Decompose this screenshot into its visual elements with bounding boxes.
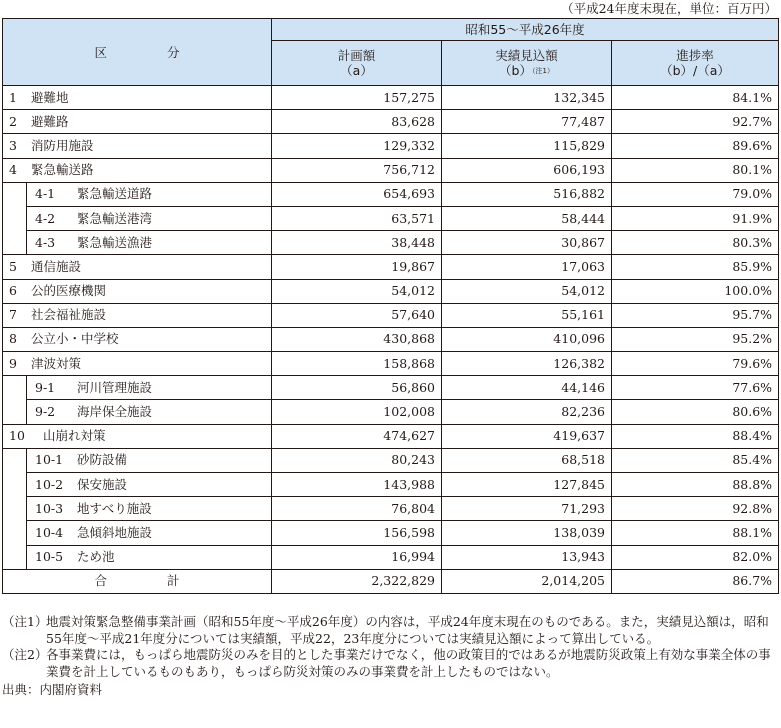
progress-rate-cell: 82.0% [612, 545, 779, 569]
plan-amount-cell: 63,571 [272, 206, 442, 230]
row-label: 緊急輸送漁港 [77, 234, 153, 250]
row-number: 6 [9, 283, 17, 299]
actual-amount-cell: 17,063 [442, 255, 612, 279]
header-plan-amount [272, 41, 442, 86]
table-row [3, 400, 779, 424]
actual-amount-cell: 132,345 [442, 86, 612, 110]
header-progress-rate-label: 進捗率 [676, 48, 714, 63]
plan-amount-cell: 102,008 [272, 400, 442, 424]
header-kubun-1: 区 [94, 44, 107, 60]
row-number: 4-2 [35, 210, 56, 226]
source-note: 出典：内閣府資料 [2, 682, 103, 697]
row-label: 河川管理施設 [77, 379, 153, 395]
row-label: 急傾斜地施設 [77, 524, 153, 540]
row-label: 避難地 [31, 89, 69, 105]
row-number: 9-1 [35, 379, 56, 395]
actual-amount-cell: 516,882 [442, 182, 612, 206]
actual-amount-cell: 115,829 [442, 134, 612, 158]
total-progress-rate: 86.7% [612, 569, 779, 593]
total-label-1: 合 [94, 573, 107, 589]
header-plan-amount-label: 計画額 [337, 48, 376, 63]
row-label: 保安施設 [77, 476, 128, 492]
actual-amount-cell: 82,236 [442, 400, 612, 424]
progress-rate-cell: 88.1% [612, 521, 779, 545]
plan-amount-cell: 56,860 [272, 376, 442, 400]
progress-rate-cell: 89.6% [612, 134, 779, 158]
row-number: 10-4 [35, 524, 64, 540]
header-period: 昭和55～平成26年度 [272, 19, 779, 41]
plan-amount-cell: 38,448 [272, 231, 442, 255]
header-progress-rate-sub: （b）/（a） [660, 63, 730, 78]
header-actual-amount [442, 41, 612, 86]
row-label: 海岸保全施設 [77, 404, 153, 420]
row-number: 9-2 [35, 404, 56, 420]
plan-amount-cell: 157,275 [272, 86, 442, 110]
progress-rate-cell: 80.6% [612, 400, 779, 424]
total-actual-amount: 2,014,205 [442, 569, 612, 593]
actual-amount-cell: 68,518 [442, 448, 612, 472]
row-number: 2 [9, 113, 17, 129]
table-row [3, 110, 779, 134]
row-number: 10 [9, 428, 25, 444]
row-label: 避難路 [31, 113, 69, 129]
progress-rate-cell: 77.6% [612, 376, 779, 400]
plan-amount-cell: 158,868 [272, 352, 442, 376]
actual-amount-cell: 54,012 [442, 279, 612, 303]
total-label-2: 計 [167, 573, 180, 589]
row-number: 10-3 [35, 500, 64, 516]
header-kubun [3, 19, 272, 86]
table-row [3, 158, 779, 182]
plan-amount-cell: 54,012 [272, 279, 442, 303]
table-row [3, 473, 779, 497]
actual-amount-cell: 30,867 [442, 231, 612, 255]
table-row [3, 424, 779, 448]
row-number: 4 [9, 162, 17, 178]
progress-rate-cell: 91.9% [612, 206, 779, 230]
actual-amount-cell: 77,487 [442, 110, 612, 134]
progress-rate-cell: 95.7% [612, 303, 779, 327]
plan-amount-cell: 156,598 [272, 521, 442, 545]
header-actual-amount-label: 実績見込額 [495, 47, 558, 63]
actual-amount-cell: 13,943 [442, 545, 612, 569]
table-row [3, 521, 779, 545]
table-row [3, 352, 779, 376]
actual-amount-cell: 606,193 [442, 158, 612, 182]
note-text: 地震対策緊急整備事業計画（昭和55年度～平成26年度）の内容は，平成24年度末現在のものである。また，実績見込額は，昭和55年度～平成21年度分については実績額，平成22，23年度分については実績見込額によって算出している。 [46, 614, 769, 646]
plan-amount-cell: 76,804 [272, 497, 442, 521]
table-row [3, 497, 779, 521]
row-number: 4-3 [35, 234, 56, 250]
table-row [3, 255, 779, 279]
row-number: 5 [9, 258, 17, 274]
row-number: 10-1 [35, 452, 64, 468]
progress-rate-cell: 85.4% [612, 448, 779, 472]
row-number: 4-1 [35, 186, 56, 202]
progress-rate-cell: 100.0% [612, 279, 779, 303]
table-row [3, 279, 779, 303]
row-number: 10-2 [35, 476, 64, 492]
table-row [3, 206, 779, 230]
actual-amount-cell: 127,845 [442, 473, 612, 497]
actual-amount-cell: 138,039 [442, 521, 612, 545]
table-row [3, 231, 779, 255]
progress-rate-cell: 88.4% [612, 424, 779, 448]
table-row [3, 327, 779, 351]
row-number: 7 [9, 307, 17, 323]
progress-rate-cell: 84.1% [612, 86, 779, 110]
plan-amount-cell: 654,693 [272, 182, 442, 206]
header-actual-amount-sub: （b） [499, 62, 532, 78]
row-label: 地すべり施設 [77, 500, 152, 516]
plan-amount-cell: 756,712 [272, 158, 442, 182]
plan-amount-cell: 83,628 [272, 110, 442, 134]
row-label: 緊急輸送港湾 [77, 210, 153, 226]
table-row [3, 303, 779, 327]
row-number: 8 [9, 331, 17, 347]
row-number: 3 [9, 137, 17, 153]
plan-amount-cell: 19,867 [272, 255, 442, 279]
progress-rate-cell: 79.0% [612, 182, 779, 206]
plan-amount-cell: 16,994 [272, 545, 442, 569]
row-label: 緊急輸送道路 [77, 186, 153, 202]
actual-amount-cell: 55,161 [442, 303, 612, 327]
row-number: 9 [9, 355, 17, 371]
table-row [3, 376, 779, 400]
row-label: 公的医療機関 [31, 283, 107, 299]
row-label: 山崩れ対策 [43, 428, 106, 444]
row-label: 社会福祉施設 [31, 307, 107, 323]
actual-amount-cell: 126,382 [442, 352, 612, 376]
plan-amount-cell: 143,988 [272, 473, 442, 497]
table-row [3, 448, 779, 472]
plan-amount-cell: 474,627 [272, 424, 442, 448]
note-key: （注2） [2, 647, 48, 662]
row-label: 砂防設備 [77, 452, 128, 468]
header-kubun-2: 分 [167, 44, 180, 60]
row-label: ため池 [77, 549, 115, 565]
progress-rate-cell: 80.3% [612, 231, 779, 255]
row-number: 10-5 [35, 549, 64, 565]
row-label: 津波対策 [31, 355, 82, 371]
plan-amount-cell: 129,332 [272, 134, 442, 158]
row-label: 消防用施設 [31, 137, 94, 153]
row-number: 1 [9, 89, 17, 105]
table-row [3, 545, 779, 569]
note-2 [2, 647, 780, 680]
progress-rate-cell: 92.7% [612, 110, 779, 134]
total-label [3, 569, 272, 593]
progress-rate-cell: 88.8% [612, 473, 779, 497]
progress-rate-cell: 92.8% [612, 497, 779, 521]
header-actual-amount-note: （注1） [531, 66, 554, 75]
progress-rate-cell: 80.1% [612, 158, 779, 182]
total-row [3, 569, 779, 593]
actual-amount-cell: 58,444 [442, 206, 612, 230]
header-progress-rate [612, 41, 779, 86]
earthquake-budget-table [2, 18, 779, 594]
note-key: （注1） [2, 614, 48, 629]
progress-rate-cell: 79.6% [612, 352, 779, 376]
table-row [3, 134, 779, 158]
table-row [3, 182, 779, 206]
actual-amount-cell: 71,293 [442, 497, 612, 521]
actual-amount-cell: 44,146 [442, 376, 612, 400]
header-plan-amount-sub: （a） [340, 63, 373, 78]
row-label: 公立小・中学校 [31, 331, 119, 347]
row-label: 緊急輸送路 [31, 162, 94, 178]
plan-amount-cell: 57,640 [272, 303, 442, 327]
row-label: 通信施設 [31, 258, 82, 274]
unit-note: （平成24年度末現在，単位：百万円） [561, 1, 777, 16]
table-row [3, 86, 779, 110]
note-text: 各事業費には，もっぱら地震防災のみを目的とした事業だけでなく，他の政策目的ではあるが地震防災政策上有効な事業全体の事業費を計上しているものもあり，もっぱら防災対策のみの事業費を計上したものではない。 [46, 647, 771, 679]
note-1 [2, 614, 780, 647]
actual-amount-cell: 419,637 [442, 424, 612, 448]
progress-rate-cell: 85.9% [612, 255, 779, 279]
plan-amount-cell: 80,243 [272, 448, 442, 472]
total-plan-amount: 2,322,829 [272, 569, 442, 593]
progress-rate-cell: 95.2% [612, 327, 779, 351]
notes [2, 614, 780, 699]
actual-amount-cell: 410,096 [442, 327, 612, 351]
plan-amount-cell: 430,868 [272, 327, 442, 351]
